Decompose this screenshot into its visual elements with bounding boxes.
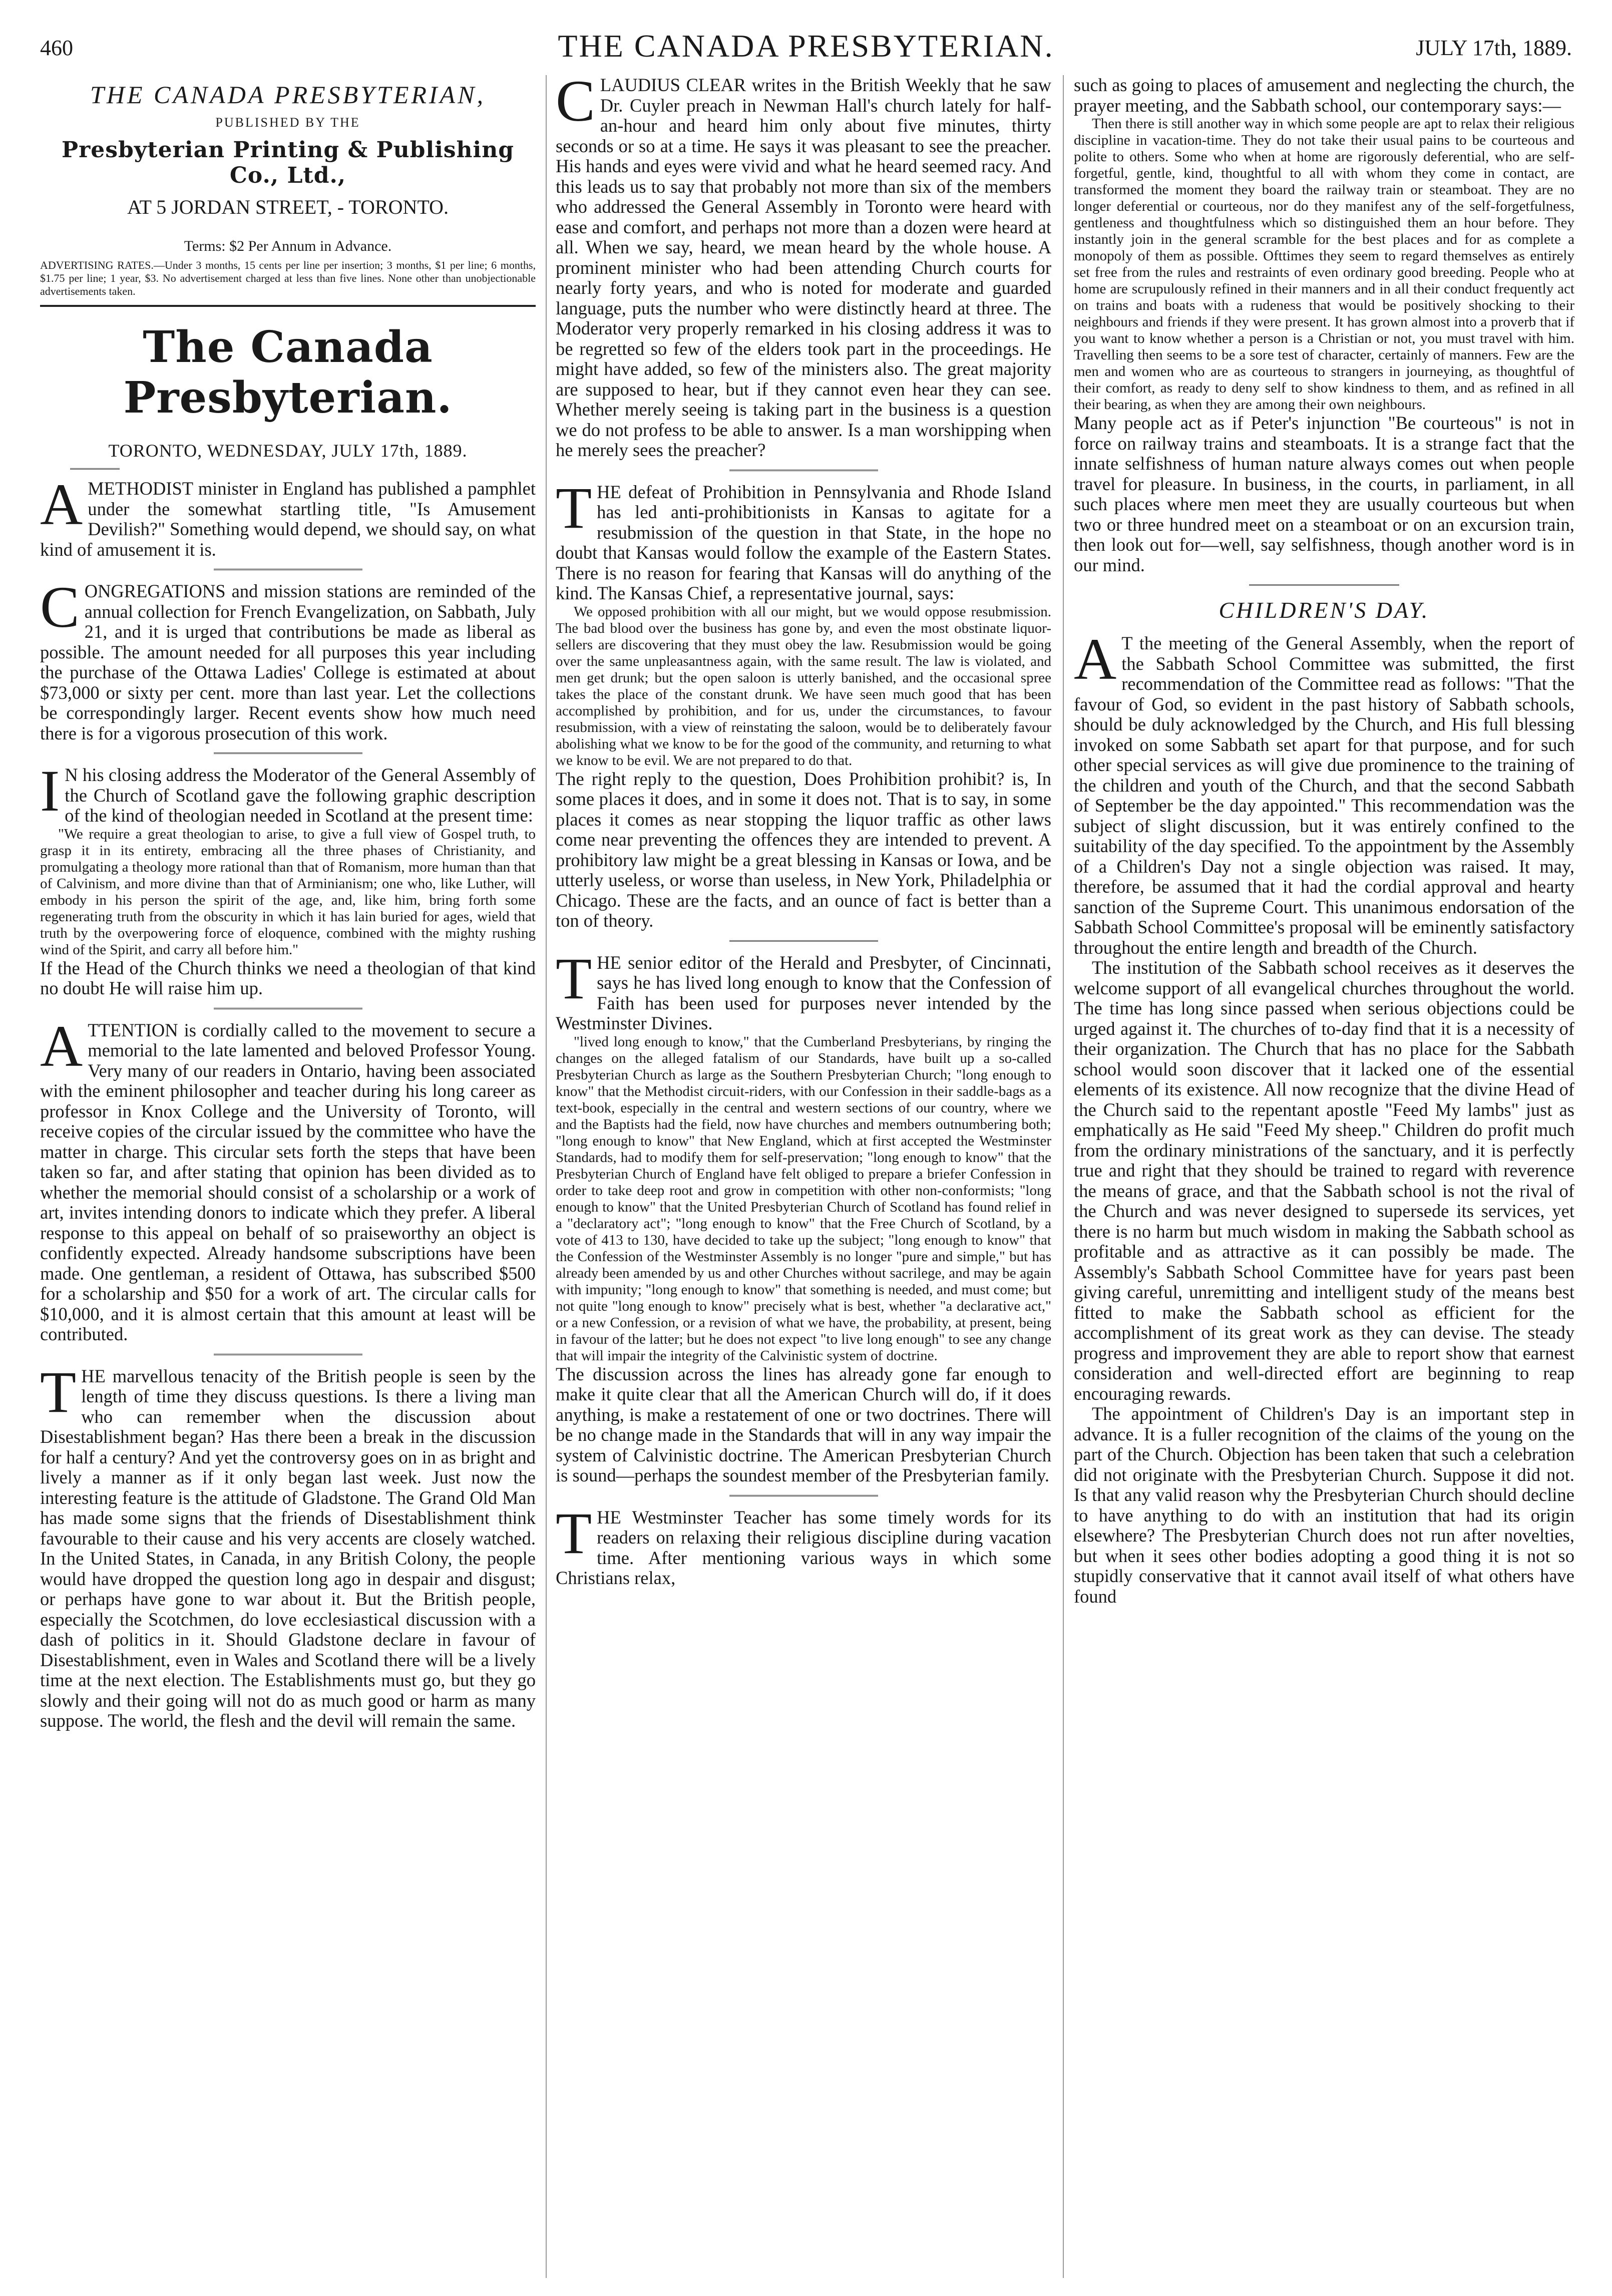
article-text: T the meeting of the General Assembly, when the report of the Sabbath School Committee was submitted, the first recommendation of the Committee read as follows: "That the favour of God, so evident in the past history of Sabbath schools, should be duly acknowledged by the Church, and His full blessing invoked on some Sabbath set apart for that purpose, and for such other special services as will give due prominence to the training of the children and youth of the Church, and that the second Sabbath of September be the day appointed." This recommendation was the subject of slight discussion, but it was entirely confined to the suitability of the day specified. To the appointment by the Assembly of a Children's Day not a single objection was raised. It may, therefore, be assumed that it had the cordial approval and hearty sanction of the Supreme Court. This unanimous endorsation of the Sabbath School Committee's proposal will be eminently satisfactory throughout the entire length and breadth of the Church. [1074,633,1574,958]
article-text: If the Head of the Church thinks we need a theologian of that kind no doubt He will raise him up. [40,957,536,998]
divider [729,940,878,942]
block-quote: We opposed prohibition with all our might, but we would oppose resubmission. The bad blood over the business has gone by, and even the most obstinate liquor-sellers are discovering that they must obey the law. Resubmission would be going over the same unpleasantness again, with the same result. The law is violated, and men get drunk; but the open saloon is utterly banished, and the occasional spree takes the place of the constant drunk. We have seen much good that has been accomplished by prohibition, and for us, under the circumstances, to favour resubmission, with a view of reinstating the saloon, would be to deliberately favour abolishing what we know to be for the good of the community, and returning to what we know to be evil. We are not prepared to do that. [556,603,1051,769]
article-disestablishment [40,1359,536,1731]
column-divider [1063,75,1064,2278]
drop-cap: A [40,472,83,537]
drop-cap: C [40,574,80,640]
article-text: Many people act as if Peter's injunction "Be courteous" is not in force on railway trains and steamboats. It is a strange fact that the innate selfishness of human nature always comes out when people travel for pleasure. In business, in the courts, in parliament, in all such places where men meet they are usually courteous but when two or three hundred meet on a steamboat or on an excursion train, then look out for—well, say selfishness, though another word is in our mind. [1074,413,1574,575]
article-text: HE defeat of Prohibition in Pennsylvania and Rhode Island has led anti-prohibitionists in Kansas to agitate for a resubmission of the question in that State, in the hope no doubt that Kansas would follow the example of the Eastern States. There is no reason for fearing that Kansas will do anything of the kind. The Kansas Chief, a representative journal, says: [556,481,1051,603]
newspaper-nameplate: The Canada Presbyterian. [123,322,453,423]
masthead-company: Presbyterian Printing & Publishing Co., Ltd., [61,137,515,188]
section-heading: CHILDREN'S DAY. [1219,597,1430,623]
article-congregations [40,574,536,743]
drop-cap: T [40,1359,77,1425]
article-text: The right reply to the question, Does Prohibition prohibit? is, In some places it does, and in some it does not. That is to say, in some places it comes as near stopping the liquor traffic as other laws come near preventing the offences they are intended to prevent. A prohibitory law might be a great blessing in Kansas or Iowa, and be utterly useless, or worse than useless, in New York, Philadelphia or Chicago. These are the facts, and an ounce of fact is better than a ton of theory. [556,768,1051,931]
article-childrens-day [1074,626,1574,958]
running-header [40,20,1572,80]
article-memorial [40,1013,536,1345]
column-2 [556,75,1051,2278]
article-text: METHODIST minister in England has published a pamphlet under the somewhat startling title, "Is Amusement Devilish?" Something would depend, we should say, on what kind of amusement it is. [40,478,536,560]
article-text: ONGREGATIONS and mission stations are reminded of the annual collection for French Evangelization, on Sabbath, July 21, and it is urged that contributions be made as liberal as possible. The amount needed for all purposes this year including the purchase of the Ottawa Ladies' College is estimated at about $73,000 or sixty per cent. more than last year. Let the collections be correspondingly larger. Recent events show how much need there is for a vigorous prosecution of this work. [40,581,536,743]
article-text: The institution of the Sabbath school receives as it deserves the welcome support of all evangelical churches throughout the world. The time has long since passed when serious objections could be urged against it. The churches of to-day find that it is a necessity of their organization. The Church that has no place for the Sabbath school would soon discover that it lacked one of the essential elements of its existence. All now recognize that the divine Head of the Church said to the repentant apostle "Feed My lambs" just as emphatically as He said "Feed My sheep." Children do profit much from the ordinary ministrations of the sanctuary, and it is perfectly true and right that they should be trained to regard with reverence the means of grace, and that the Sabbath school is not the rival of the Church and was never designed to supersede its services, yet there is no harm but much wisdom in making the Sabbath school as profitable and as attractive as it can possibly be made. The Assembly's Sabbath School Committee have for years past been giving careful, unremitting and intelligent study of the means best fitted to make the Sabbath school as efficient for the accomplishment of its great work as they can devise. The steady progress and improvement they are able to report show that earnest consideration and well-directed effort are beginning to reap encouraging rewards. [1074,957,1574,1404]
running-title: THE CANADA PRESBYTERIAN. [558,28,1054,64]
article-text: such as going to places of amusement and neglecting the church, the prayer meeting, and the Sabbath school, our contemporary says:— [1074,75,1574,116]
divider [729,470,878,471]
masthead-rule [40,305,536,307]
page-number: 460 [40,36,73,60]
article-methodist [40,472,536,560]
column-divider [546,75,547,2278]
article-prohibition [556,475,1051,604]
masthead-address: AT 5 JORDAN STREET, - TORONTO. [127,196,449,218]
article-text: LAUDIUS CLEAR writes in the British Weekly that he saw Dr. Cuyler preach in Newman Hall's church lately for half-an-hour and heard him only about five minutes, thirty seconds or so at a time. He says it was pleasant to see the preacher. His hands and eyes were vivid and what he heard seemed racy. And this leads us to say that probably not more than six of the members who addressed the General Assembly in Toronto were heard with ease and comfort, and perhaps not more than a dozen were heard at all. When we say, heard, we mean heard by the whole house. A prominent minister who had been attending Church courts for nearly forty years, and who is noted for moderate and guarded language, puts the number who were distinctly heard at three. The Moderator very properly remarked in his closing address it was to be regretted so few of the elders took part in the proceedings. He might have added, so few of the ministers also. The great majority are supposed to hear, but if they cannot even hear they can see. Whether merely seeing is taking part in the business is a question we do not profess to be able to answer. Is a man worshipping when he merely sees the preacher? [556,75,1051,460]
column-3 [1074,75,1574,2278]
divider [214,1354,362,1355]
article-westminster-teacher [556,1500,1051,1589]
drop-cap: A [40,1013,83,1079]
article-text: HE senior editor of the Herald and Presbyter, of Cincinnati, says he has lived long enough to know that the Confession of Faith has been used for purposes never intended by the Westminster Divines. [556,952,1051,1033]
drop-cap: I [40,758,60,824]
drop-cap: T [556,1500,592,1566]
dateline: TORONTO, WEDNESDAY, JULY 17th, 1889. [108,441,468,461]
masthead-advertising-rates: ADVERTISING RATES.—Under 3 months, 15 cents per line per insertion; 3 months, $1 per line; 6 months, $1.75 per line; 1 year, $3. No advertisement charged at less than five lines. None other than unobjectionable advertisements taken. [40,259,536,297]
article-text: The discussion across the lines has already gone far enough to make it quite clear that all the American Church will do, if it does anything, is make a restatement of one or two doctrines. There will be no change made in the Standards that will in any way impair the system of Calvinistic doctrine. The American Presbyterian Church is sound—perhaps the soundest member of the Presbyterian family. [556,1363,1051,1485]
block-quote: "lived long enough to know," that the Cumberland Presbyterians, by ringing the changes on the alleged fatalism of our Standards, have built up a so-called Presbyterian Church as large as the Southern Presbyterian Church; "long enough to know" that the Methodist circuit-riders, with our Confession in their saddle-bags as a text-book, especially in the central and western sections of our country, where we and the Baptists had the field, now have churches and members outnumbering both; "long enough to know" that New England, which at first accepted the Westminster Standards, had to modify them for self-preservation; "long enough to know" that the Presbyterian Church of England have felt obliged to prepare a briefer Confession in order to take deep root and grow in competition with other non-conformists; "long enough to know" that the United Presbyterian Church of Scotland has found relief in a "declaratory act"; "long enough to know" that the Free Church of Scotland, by a vote of 413 to 130, have decided to take up the subject; "long enough to know" that the Confession of the Westminster Assembly is no longer "pure and simple," but has already been amended by us and other Churches without sacrilege, and may be again with impunity; "long enough to know" that something is needed, and must come; but not quite "long enough to know" precisely what is best, whether "a declarative act," or a new Confession, or a revision of what we have, the probability, at present, being in favour of the latter; but he does not expect "to live long enough" to see any change that will impair the integrity of the Calvinistic system of doctrine. [556,1033,1051,1364]
column-1 [40,75,536,2278]
issue-date: JULY 17th, 1889. [1416,36,1572,60]
masthead-published-by: PUBLISHED BY THE [215,115,360,130]
block-quote: Then there is still another way in which some people are apt to relax their religious discipline in vacation-time. They do not take their usual pains to be courteous and polite to others. Some who when at home are rigorously deferential, who are self-forgetful, gentle, kind, thoughtful to all with whom they come in contact, are transformed the moment they board the railway train or steamboat. They are no longer deferential or courteous, nor do they manifest any of the self-forgetfulness, gentleness and thoughtfulness which so distinguished them an hour before. They instantly join in the general scramble for the best places and for as complete a monopoly of them as possible. Ofttimes they seem to regard themselves as entirely set free from the rules and restraints of even ordinary good breeding. People who at home are scrupulously refined in their manners and in all their conduct frequently act on trains and boats with a rudeness that would be positively shocking to their neighbours and friends if they were present. It has grown almost into a proverb that if you want to know whether a person is a Christian or not, you must travel with him. Travelling then seems to be a sore test of character, certainly of manners. Few are the men and women who are as courteous to strangers in journeying, as thoughtful of their comfort, as ready to deny self to show kindness to them, and as refined in all their bearing, as when they are among their own neighbours. [1074,116,1574,413]
article-text: The appointment of Children's Day is an important step in advance. It is a fuller recognition of the claims of the young on the part of the Church. Objection has been taken that such a celebration did not originate with the Presbyterian Church. Suppose it did not. Is that any valid reason why the Presbyterian Church should decline to have anything to do with an institution that had its origin elsewhere? The Presbyterian Church does not run after novelties, but when it sees other bodies adopting a good thing it is not so stupidly conservative that it cannot avail itself of what others have found [1074,1403,1574,1607]
masthead-title: THE CANADA PRESBYTERIAN, [90,81,486,109]
drop-cap: T [556,945,592,1011]
divider [214,752,362,754]
divider [729,1495,878,1496]
article-moderator [40,758,536,826]
article-text: HE marvellous tenacity of the British people is seen by the length of time they discuss questions. Is there a living man who can remember when the discussion about Disestablishment began? Has there been a break in the discussion for half a century? And yet the controversy goes on in as bright and lively a manner as if it only began last week. Just now the interesting feature is the attitude of Gladstone. The Grand Old Man has made some signs that the friends of Disestablishment think favourable to their cause and his very accents are closely watched. In the United States, in Canada, in any British Colony, the people would have dropped the question long ago in despair and disgust; or perhaps have gone to war about it. But the British people, especially the Scotchmen, do love ecclesiastical discussion with a dash of politics in it. Should Gladstone declare in favour of Disestablishment, even in Wales and Scotland there will be a lively time at the next election. The Establishments must go, but they go slowly and their going will not do as much good or harm as many suppose. The world, the flesh and the devil will remain the same. [40,1365,536,1731]
drop-cap: A [1074,626,1117,692]
masthead-terms: Terms: $2 Per Annum in Advance. [184,238,392,254]
drop-cap: C [556,75,595,134]
article-text: HE Westminster Teacher has some timely words for its readers on relaxing their religious discipline during vacation time. After mentioning various ways in which some Christians relax, [556,1506,1051,1588]
block-quote: "We require a great theologian to arise, to give a full view of Gospel truth, to grasp it in its entirety, embracing all the three phases of Christianity, and promulgating a theology more rational than that of Romanism, more human than that of Calvinism, and more divine than that of Arminianism; one who, like Luther, will embody in his person the spirit of the age, and, like him, bring forth some regenerating truth from the obscurity in which it has lain buried for ages, wield that truth by the overpowering force of eloquence, combined with the mighty rushing wind of the Spirit, and carry all before him." [40,826,536,958]
drop-cap: T [556,475,592,541]
divider [214,1008,362,1009]
divider [214,569,362,570]
article-text: TTENTION is cordially called to the movement to secure a memorial to the late lamented and beloved Professor Young. Very many of our readers in Ontario, having been associated with the eminent philosopher and teacher during his long career as professor in Knox College and the University of Toronto, will receive copies of the circular issued by the committee who have the matter in charge. This circular sets forth the steps that have been taken so far, and after stating that opinion has been divided as to whether the memorial should consist of a scholarship or a work of art, invites intending donors to indicate which they prefer. A liberal response to this appeal on behalf of so praiseworthy an object is confidently expected. Already handsome subscriptions have been made. One gentleman, a resident of Ottawa, has subscribed $500 for a scholarship and $50 for a work of art. The circular calls for $10,000, and it is almost certain that this amount at least will be contributed. [40,1019,536,1344]
divider [70,468,120,470]
article-text: N his closing address the Moderator of the General Assembly of the Church of Scotland gave the following graphic description of the kind of theologian needed in Scotland at the present time: [65,764,536,826]
divider [1249,584,1399,586]
article-herald-presbyter [556,945,1051,1034]
article-claudius-clear [556,75,1051,461]
